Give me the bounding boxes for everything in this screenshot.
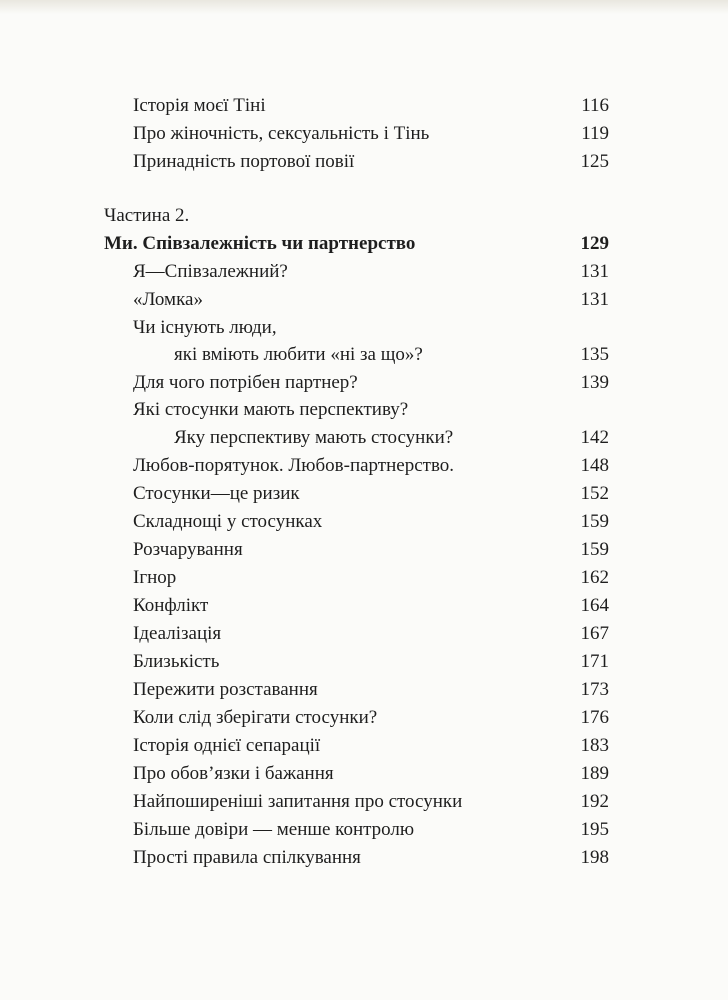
toc-entry-page: 139: [580, 372, 609, 393]
toc-entry-title: Принадність портової повії: [133, 151, 355, 172]
toc-entry-page: 119: [581, 123, 609, 144]
toc-entry-page: 176: [580, 707, 609, 728]
toc-entry-page: 167: [580, 623, 609, 644]
toc-entry-page: 164: [580, 595, 609, 616]
toc-entry-page: 148: [580, 455, 609, 476]
toc-entry-page: 135: [580, 344, 609, 365]
toc-entry-page: 131: [580, 289, 609, 310]
toc-entry-title: Історія моєї Тіні: [133, 95, 266, 116]
toc-entry-title: Конфлікт: [133, 595, 209, 616]
toc-entry-title: Яку перспективу мають стосунки?: [174, 427, 454, 448]
part-title: Ми. Співзалежність чи партнерство: [104, 233, 416, 254]
toc-entry-page: 125: [580, 151, 609, 172]
toc-entry-title: Пережити розставання: [133, 679, 318, 700]
toc-entry-page: 152: [580, 483, 609, 504]
toc-entry-title: Я—Співзалежний?: [133, 261, 288, 282]
toc-entry-title: Найпоширеніші запитання про стосунки: [133, 791, 463, 812]
toc-entry-title: Близькість: [133, 651, 220, 672]
toc-entry-page: 159: [580, 539, 609, 560]
toc-entry-title: Чи існують люди,: [133, 317, 277, 338]
toc-entry-page: 173: [580, 679, 609, 700]
toc-entry-page: 195: [580, 819, 609, 840]
toc-entry-title: Які стосунки мають перспективу?: [133, 399, 409, 420]
toc-entry-page: 171: [580, 651, 609, 672]
toc-entry-title: Любов-порятунок. Любов-партнерство.: [133, 455, 455, 476]
toc-entry-page: 192: [580, 791, 609, 812]
toc-entry-title: Складнощі у стосунках: [133, 511, 323, 532]
toc-entry-title: Більше довіри — менше контролю: [133, 819, 415, 840]
toc-entry-title: Розчарування: [133, 539, 243, 560]
toc-entry-title: Про обов’язки і бажання: [133, 763, 334, 784]
toc-entry-title: Про жіночність, сексуальність і Тінь: [133, 123, 430, 144]
toc-entry-title: Стосунки—це ризик: [133, 483, 300, 504]
toc-entry-title: Ігнор: [133, 567, 177, 588]
toc-entry-page: 189: [580, 763, 609, 784]
toc-entry-page: 162: [580, 567, 609, 588]
toc-entry-title: Ідеалізація: [133, 623, 222, 644]
part-label: Частина 2.: [104, 205, 190, 226]
toc-entry-page: 159: [580, 511, 609, 532]
toc-entry-page: 183: [580, 735, 609, 756]
toc-entry-title: Коли слід зберігати стосунки?: [133, 707, 378, 728]
toc-entry-title: «Ломка»: [133, 289, 203, 310]
toc-entry-page: 198: [580, 847, 609, 868]
toc-entry-page: 142: [580, 427, 609, 448]
toc-entry-title: Для чого потрібен партнер?: [133, 372, 358, 393]
part-page: 129: [580, 233, 609, 254]
toc-entry-title: Історія однієї сепарації: [133, 735, 321, 756]
toc-entry-title: які вміють любити «ні за що»?: [174, 344, 423, 365]
toc-entry-title: Прості правила спілкування: [133, 847, 361, 868]
toc-entry-page: 116: [581, 95, 609, 116]
toc-entry-page: 131: [580, 261, 609, 282]
